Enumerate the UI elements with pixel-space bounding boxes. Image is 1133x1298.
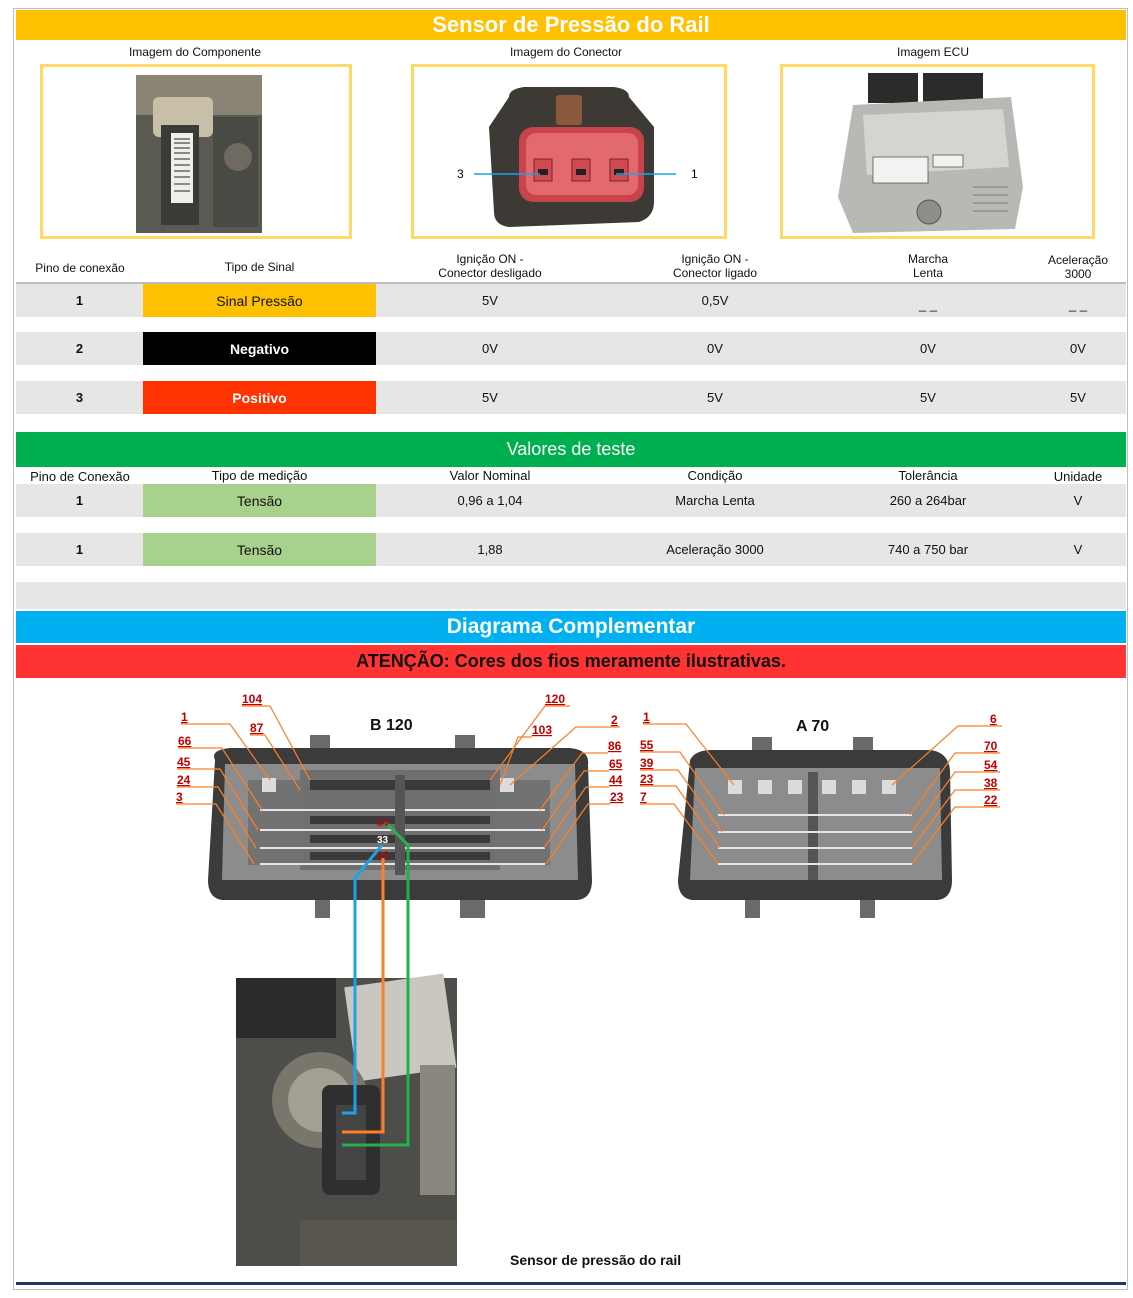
- header-ign-off-line2: Conector desligado: [438, 266, 542, 280]
- connector-image-frame: [411, 64, 727, 239]
- wire-pin-label: 54: [377, 818, 389, 829]
- test-header-measure: Tipo de medição: [211, 468, 308, 483]
- ign-on-value: 0V: [707, 341, 723, 356]
- pin-number: 1: [75, 293, 84, 308]
- ign-on-value: 0,5V: [701, 293, 729, 308]
- a70-label: 6: [990, 712, 997, 726]
- ign-on-value: 5V: [707, 390, 723, 405]
- ign-off-value: 5V: [482, 293, 498, 308]
- header-accel-line1: Aceleração: [1047, 253, 1109, 267]
- header-idle-line1: Marcha: [907, 252, 948, 266]
- test-unit: V: [1073, 493, 1083, 508]
- test-pin: 1: [75, 542, 84, 557]
- header-idle-line2: Lenta: [912, 266, 944, 280]
- connector-image: [414, 67, 724, 236]
- test-header-pin: Pino de Conexão: [30, 469, 130, 484]
- b120-label: 104: [242, 692, 263, 706]
- test-tolerance: 740 a 750 bar: [887, 542, 969, 557]
- header-ign-on: [605, 252, 825, 280]
- a70-label: 55: [640, 738, 654, 752]
- a70-label: 22: [984, 793, 998, 807]
- a70-label: 70: [984, 739, 998, 753]
- b120-connector: [208, 717, 592, 918]
- wiring-diagram: [0, 680, 1133, 1280]
- idle-value: 5V: [920, 390, 936, 405]
- bottom-rule: [16, 1282, 1126, 1285]
- ign-off-value: 5V: [482, 390, 498, 405]
- wire-pin-label: 14: [377, 850, 389, 861]
- b120-label: 87: [250, 721, 264, 735]
- b120-label: 23: [610, 790, 624, 804]
- header-pin: Pino de conexão: [35, 261, 125, 275]
- b120-label: 66: [178, 734, 192, 748]
- page-title: Sensor de Pressão do Rail: [16, 10, 1126, 40]
- b120-label: 45: [177, 755, 191, 769]
- pin-number: 2: [75, 341, 84, 356]
- header-ign-on-line2: Conector ligado: [672, 266, 758, 280]
- idle-value: 0V: [920, 341, 936, 356]
- a70-connector: [678, 718, 952, 918]
- sensor-caption: Sensor de pressão do rail: [510, 1252, 682, 1268]
- b120-label: 86: [608, 739, 622, 753]
- header-ign-off: [380, 252, 600, 280]
- b120-label: 44: [609, 773, 623, 787]
- component-image-frame: [40, 64, 352, 239]
- ecu-image: [783, 67, 1092, 236]
- test-nominal: 0,96 a 1,04: [457, 493, 523, 508]
- wire-pin-label: 33: [377, 835, 389, 846]
- a70-label: 39: [640, 756, 654, 770]
- accel-value: 0V: [1070, 341, 1086, 356]
- connector-pin-3-label: 3: [457, 167, 464, 181]
- header-ign-off-line1: Ignição ON -: [456, 252, 524, 266]
- test-pin: 1: [75, 493, 84, 508]
- component-image: [43, 67, 349, 236]
- pin-number: 3: [75, 390, 84, 405]
- signal-tag-negative: Negativo: [143, 332, 376, 365]
- ign-off-value: 0V: [482, 341, 498, 356]
- warning-banner: ATENÇÃO: Cores dos fios meramente ilustrativas.: [16, 645, 1126, 678]
- accel-value: 5V: [1070, 390, 1086, 405]
- test-nominal: 1,88: [477, 542, 503, 557]
- test-values-title: Valores de teste: [16, 432, 1126, 467]
- test-condition: Aceleração 3000: [666, 542, 764, 557]
- header-ign-on-line1: Ignição ON -: [681, 252, 749, 266]
- b120-label: 103: [532, 723, 553, 737]
- component-image-label: Imagem do Componente: [128, 45, 262, 59]
- measure-tag: Tensão: [143, 484, 376, 517]
- test-tolerance: 260 a 264bar: [889, 493, 967, 508]
- ecu-image-label: Imagem ECU: [896, 45, 970, 59]
- a70-label: 7: [640, 790, 647, 804]
- a70-title: A 70: [796, 718, 830, 735]
- b120-title: B 120: [370, 717, 413, 734]
- wire-pin-labels: [377, 818, 389, 861]
- accel-value: _ _: [1068, 297, 1088, 312]
- idle-value: _ _: [918, 297, 938, 312]
- test-condition: Marcha Lenta: [675, 493, 755, 508]
- b120-label: 65: [609, 757, 623, 771]
- a70-label: 54: [984, 758, 998, 772]
- signal-tag-pressure: Sinal Pressão: [143, 284, 376, 317]
- test-header-nominal: Valor Nominal: [449, 468, 531, 483]
- a70-label: 38: [984, 776, 998, 790]
- header-accel-line2: 3000: [1064, 267, 1092, 281]
- diagram-title: Diagrama Complementar: [16, 611, 1126, 643]
- ecu-image-frame: [780, 64, 1095, 239]
- test-header-condition: Condição: [687, 468, 743, 483]
- test-header-tolerance: Tolerância: [898, 468, 958, 483]
- empty-row: [16, 582, 1126, 609]
- test-unit: V: [1073, 542, 1083, 557]
- a70-label: 1: [643, 710, 650, 724]
- connector-pin-1-label: 1: [691, 167, 698, 181]
- signal-tag-positive: Positivo: [143, 381, 376, 414]
- b120-label: 24: [177, 773, 191, 787]
- b120-label: 2: [611, 713, 618, 727]
- connector-image-label: Imagem do Conector: [509, 45, 623, 59]
- header-accel: [1030, 253, 1126, 281]
- header-signal: Tipo de Sinal: [224, 260, 295, 274]
- b120-label: 3: [176, 790, 183, 804]
- sensor-photo: [236, 973, 457, 1266]
- test-header-unit: Unidade: [1053, 469, 1103, 484]
- header-idle: [838, 252, 1018, 280]
- b120-label: 1: [181, 710, 188, 724]
- measure-tag: Tensão: [143, 533, 376, 566]
- a70-label: 23: [640, 772, 654, 786]
- b120-label: 120: [545, 692, 566, 706]
